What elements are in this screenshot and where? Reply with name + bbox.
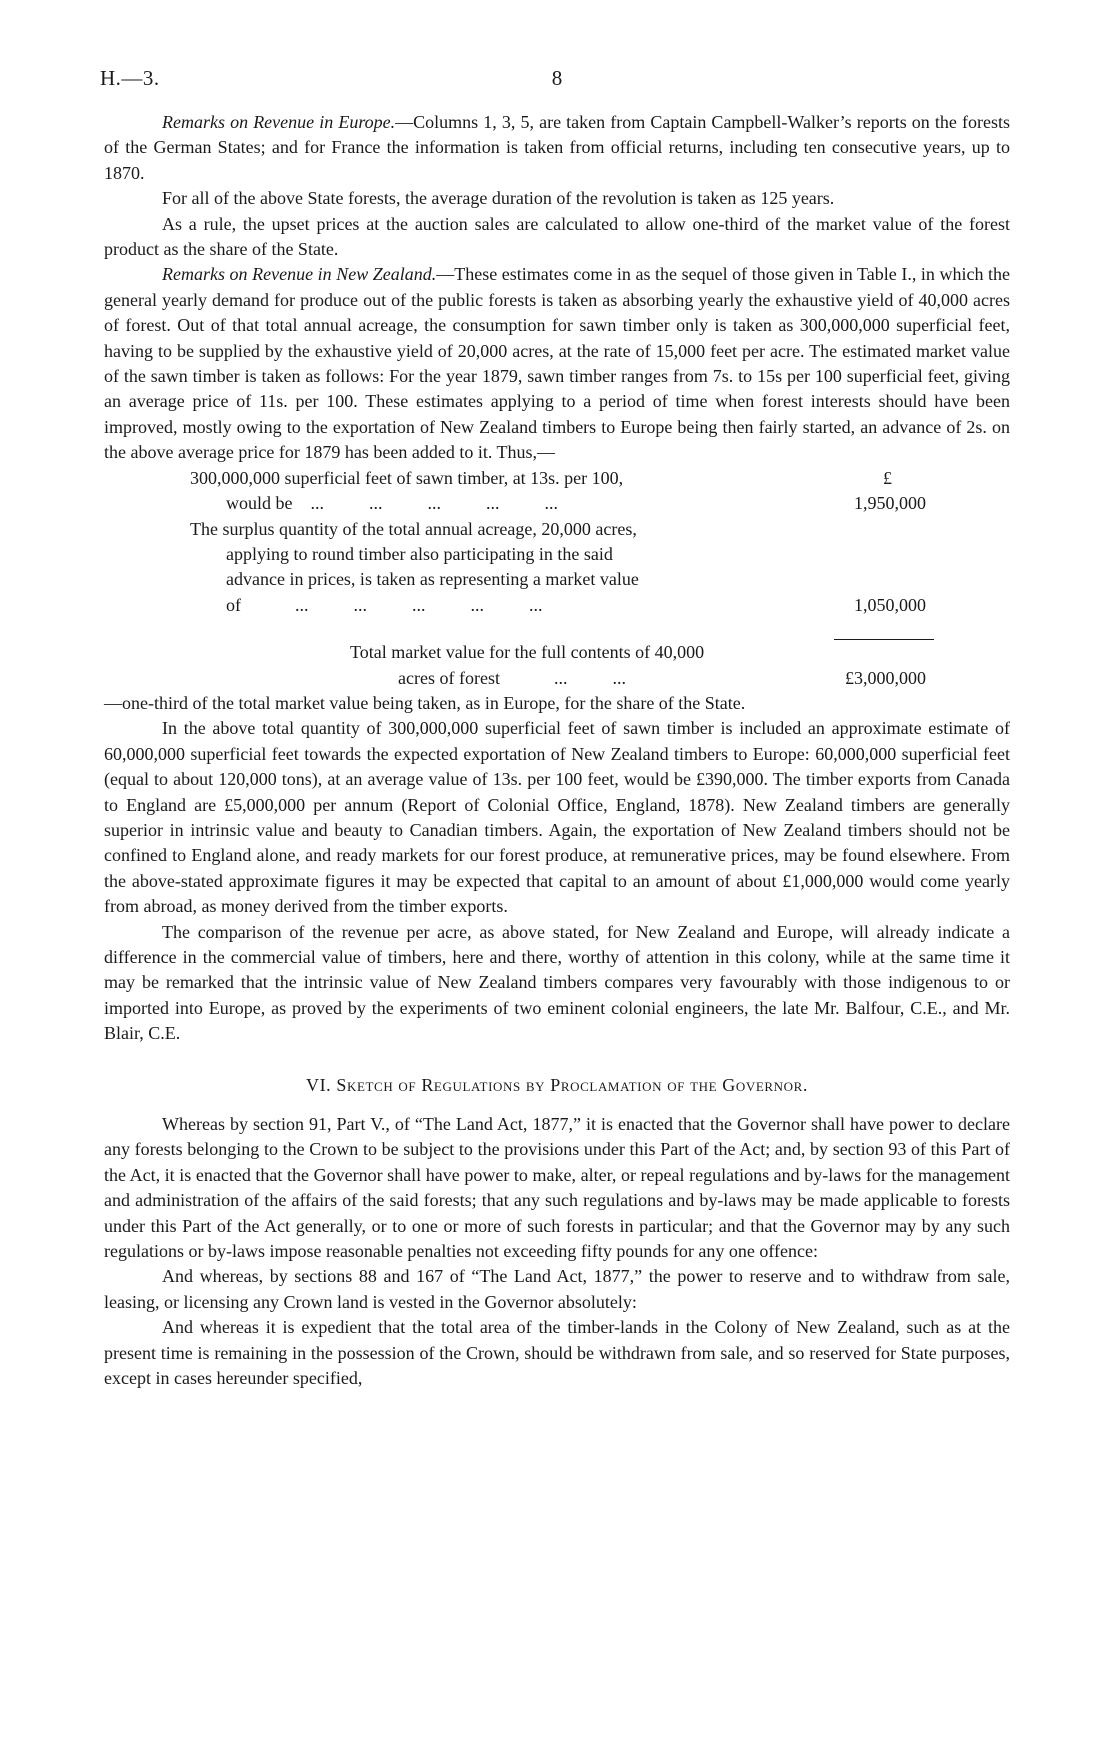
dot-leader: ... ... (553, 667, 626, 688)
one-third-paragraph: —one-third of the total market value being taken, as in Europe, for the share of the State. (104, 692, 746, 713)
currency-symbol: £ (883, 467, 892, 488)
calc-row2-line3: advance in prices, is taken as representing a market value (226, 569, 639, 590)
calc-row1-amount: 1,950,000 (854, 493, 926, 514)
dot-leader: ... ... ... ... ... (310, 493, 558, 514)
whereas-paragraph-2: And whereas, by sections 88 and 167 of “The Land Act, 1877,” the power to reserve and to withdraw from sale, leasing, or licensing any Crown land is vested in the Governor absolutely: (104, 1266, 1010, 1312)
calc-total-line2: acres of forest (398, 667, 500, 688)
parliamentary-paper-ref: H.—3. (100, 66, 160, 90)
calc-row2-line4: of (226, 594, 241, 615)
calc-row1-line2: would be (226, 493, 293, 514)
document-body (104, 110, 1010, 1392)
calc-row1-line1: 300,000,000 superficial feet of sawn timber, at 13s. per 100, (190, 467, 624, 488)
remarks-europe-paragraph (104, 110, 1010, 186)
whereas-paragraph-1: Whereas by section 91, Part V., of “The Land Act, 1877,” it is enacted that the Governor shall have power to declare any forests belonging to the Crown to be subject to the provisions under this Part of the Act; and, by section 93 of this Part of the Act, it is enacted that the Governor shall have power to make, alter, or repeal regulations and by-laws for the management and administration of the affairs of the said forests; that any such regulations and by-laws may be made applicable to forests under this Part of the Act generally, or to one or more of such forests in particular; and that the Governor may by any such regulations or by-laws impose reasonable penalties not exceeding fifty pounds for any one offence: (104, 1114, 1010, 1262)
calc-total-amount: £3,000,000 (845, 667, 926, 688)
remarks-europe-text: —Columns 1, 3, 5, are taken from Captain Campbell-Walker’s reports on the forests of the German States; and for France the information is taken from official returns, including ten consecutive years, up to 1870. (104, 112, 1010, 183)
calc-row-sawn-timber (190, 466, 934, 517)
page-header (100, 66, 1014, 96)
calc-row-surplus (190, 517, 934, 619)
calc-row2-amount: 1,050,000 (854, 594, 926, 615)
calc-row-total (190, 640, 934, 691)
comparison-paragraph: The comparison of the revenue per acre, as above stated, for New Zealand and Europe, will already indicate a difference in the commercial value of timbers, here and there, worthy of attention in this colony, while at the same time it may be remarked that the intrinsic value of New Zealand timbers compares very favourably with those indigenous to or imported into Europe, as proved by the experiments of two eminent colonial engineers, the late Mr. Balfour, C.E., and Mr. Blair, C.E. (104, 921, 1010, 1044)
remarks-nz-paragraph (104, 262, 1010, 465)
upset-prices-paragraph: As a rule, the upset prices at the auction sales are calculated to allow one-third of the market value of the forest product as the share of the State. (104, 213, 1010, 260)
whereas-paragraph-3: And whereas it is expedient that the total area of the timber-lands in the Colony of New Zealand, such as at the present time is remaining in the possession of the Crown, should be withdrawn from sale, and so reserved for State purposes, except in cases hereunder specified, (104, 1317, 1010, 1389)
remarks-nz-text: —These estimates come in as the sequel of those given in Table I., in which the general yearly demand for produce out of the public forests is taken as absorbing yearly the exhaustive yield of 40,000 acres of forest. Out of that total annual acreage, the consumption for sawn timber only is taken as 300,000,000 superficial feet, having to be supplied by the exhaustive yield of 20,000 acres, at the rate of 15,000 feet per acre. The estimated market value of the sawn timber is taken as follows: For the year 1879, sawn timber ranges from 7s. to 15s per 100 superficial feet, giving an average price of 11s. per 100. These estimates applying to a period of time when forest interests should have been improved, mostly owing to the exportation of New Zealand timbers to Europe being then fairly started, an advance of 2s. on the above average price for 1879 has been added to it. Thus,— (104, 264, 1010, 463)
section-heading: VI. Sketch of Regulations by Proclamation of the Governor. (305, 1074, 809, 1095)
calc-row2-line2: applying to round timber also participating in the said (226, 543, 613, 564)
calc-row2-line1: The surplus quantity of the total annual acreage, 20,000 acres, (190, 518, 637, 539)
export-paragraph: In the above total quantity of 300,000,000 superficial feet of sawn timber is included an approximate estimate of 60,000,000 superficial feet towards the expected exportation of New Zealand timbers to Europe: 60,000,000 superficial feet (equal to about 120,000 tons), at an average value of 13s. per 100 feet, would be £390,000. The timber exports from Canada to England are £5,000,000 per annum (Report of Colonial Office, England, 1878). New Zealand timbers are generally superior in intrinsic value and beauty to Canadian timbers. Again, the exportation of New Zealand timbers should not be confined to England alone, and ready markets for our forest produce, at remunerative prices, may be found elsewhere. From the above-stated approximate figures it may be expected that capital to an amount of about £1,000,000 would come yearly from abroad, as money derived from the timber exports. (104, 718, 1010, 917)
remarks-europe-lead: Remarks on Revenue in Europe. (162, 112, 396, 132)
market-value-calculation (190, 466, 934, 691)
calc-total-line1: Total market value for the full contents of 40,000 (350, 642, 705, 663)
dot-leader: ... ... ... ... ... (295, 594, 543, 615)
revolution-paragraph: For all of the above State forests, the average duration of the revolution is taken as 125 years. (162, 188, 835, 209)
page-number: 8 (551, 66, 563, 90)
remarks-nz-lead: Remarks on Revenue in New Zealand. (162, 264, 437, 285)
